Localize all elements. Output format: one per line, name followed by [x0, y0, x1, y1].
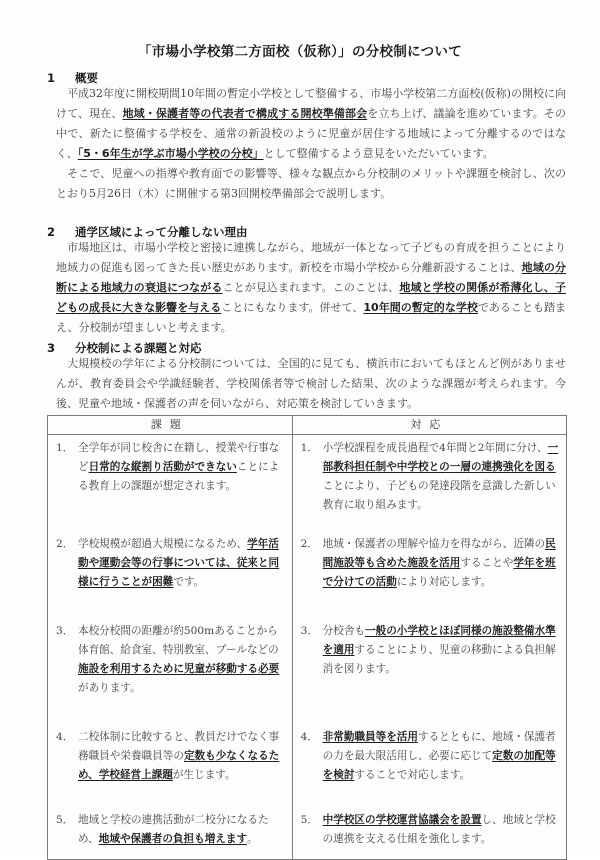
- item-number: 5．: [56, 814, 74, 826]
- body-text: 分校舎も: [322, 625, 366, 637]
- response-cell: [292, 523, 566, 610]
- item-text: [78, 728, 286, 785]
- body-text: を立ち上げ、議論を進めています。その中で、新たに整備する学校を、通常の新設校のように児童が居住する地域によって分離するのではなく、: [56, 107, 567, 160]
- emphasized-text: 一般の小学校とほぼ同様の施設整備水準を適用: [322, 625, 556, 656]
- emphasized-text: 地域の分断による地域力の衰退につながる: [56, 261, 566, 294]
- issue-cell: [48, 610, 293, 716]
- item-number: 3．: [300, 625, 318, 637]
- body-text: することにより、児童の移動による負担解消を図ります。: [322, 644, 556, 675]
- body-text: することや: [460, 557, 514, 569]
- emphasized-text: 施設を利用するために児童が移動する必要: [78, 663, 280, 675]
- section-3-paragraph: [56, 354, 566, 414]
- item-number: 4．: [56, 731, 74, 743]
- body-text: し、地域と学校の連携を支える仕組を強化します。: [322, 814, 556, 845]
- section-1-paragraph-1: [56, 84, 566, 164]
- item-text: [323, 811, 560, 849]
- document-title: 「市場小学校第二方面校（仮称）」の分校制について: [137, 44, 463, 60]
- body-text: するとともに、地域・保護者の力を最大限活用し、必要に応じて: [322, 731, 556, 762]
- emphasized-text: 地域と学校の関係が希薄化し、子どもの成長に大きな影響を与える: [56, 281, 567, 314]
- body-text: 市場地区は、市場小学校と密接に連携しながら、地域が一体となって子どもの育成を担うことにより地域力の促進も図ってきた長い歴史があります。新校を市場小学校から分離新設することは、: [56, 241, 566, 274]
- table-header-row: [48, 416, 567, 435]
- section-title: 通学区域によって分離しない理由: [75, 225, 248, 239]
- emphasized-text: 定数も少なくなるため、学校経営上課題: [78, 750, 280, 781]
- body-text: 小学校課程を成長過程で4年間と2年間に分け、: [322, 442, 548, 454]
- emphasized-text: 学年を班で分けての活動: [322, 557, 556, 588]
- item-text: [78, 622, 286, 698]
- body-text: 学校規模が超過大規模になるため、: [78, 538, 248, 550]
- table-body: [48, 435, 567, 860]
- emphasized-text: 民間施設等も含めた施設を活用: [322, 538, 556, 569]
- table-row: [48, 799, 567, 860]
- body-text: することで対応します。: [354, 769, 471, 781]
- body-text: 。: [247, 833, 258, 845]
- emphasized-text: 「5・6年生が学ぶ市場小学校の分校」: [77, 147, 264, 160]
- body-text: があります。: [78, 682, 141, 694]
- emphasized-text: 定数の加配等を検討: [322, 750, 556, 781]
- body-text: ことにもなります。併せて、: [221, 301, 364, 314]
- body-text: 大規模校の学年による分校制については、全国的に見ても、横浜市においてもほとんど例がありませんが、教育委員会や学識経験者、学校関係者等で検討した結果、次のような課題が考えられます。今後、児童や地域・保護者の声を伺いながら、対応策を検討していきます。: [56, 357, 566, 410]
- body-text: 二校体制に比較すると、教員だけでなく事務職員や栄養職員等の: [78, 731, 280, 762]
- body-text: であることも踏まえ、分校制が望ましいと考えます。: [56, 301, 566, 334]
- item-text: [323, 439, 560, 515]
- issue-cell: [48, 435, 293, 524]
- response-cell: [292, 435, 566, 524]
- section-number: 2: [47, 225, 56, 239]
- body-text: ことによる教育上の課題が想定されます。: [78, 461, 280, 492]
- item-number: 1．: [56, 442, 74, 454]
- section-2-paragraph: [56, 238, 566, 338]
- response-cell: [292, 799, 566, 860]
- item-text: [78, 811, 286, 849]
- emphasized-text: 中学校区の学校運営協議会を設置: [322, 814, 482, 826]
- section-title: 分校制による課題と対応: [75, 341, 202, 355]
- response-cell: [292, 716, 566, 799]
- header-issues: 課題: [48, 416, 293, 435]
- body-text: 地域と学校の連携活動が二校分になるため、: [78, 814, 269, 845]
- body-text: ことが見込まれます。このことは、: [222, 281, 400, 294]
- item-text: [323, 535, 560, 592]
- section-title: 概要: [75, 71, 98, 85]
- table-row: [48, 716, 567, 799]
- item-number: 3．: [56, 625, 74, 637]
- body-text: ことにより、子どもの発達段階を意識した新しい教育に取り組みます。: [322, 480, 556, 511]
- emphasized-text: 10年間の暫定的な学校: [363, 301, 478, 314]
- item-number: 2．: [300, 538, 318, 550]
- section-number: 1: [47, 71, 56, 85]
- section-1-paragraph-2: [56, 164, 566, 204]
- emphasized-text: 地域・保護者等の代表者で構成する開校準備部会: [122, 107, 368, 120]
- item-text: [78, 439, 286, 496]
- issue-cell: [48, 716, 293, 799]
- issues-table: [47, 415, 567, 860]
- emphasized-text: 一部教科担任制や中学校との一層の連携強化を図る: [322, 442, 559, 473]
- table-row: [48, 610, 567, 716]
- body-text: により対応します。: [396, 576, 492, 588]
- body-text: として整備するよう意見をいただいています。: [263, 147, 494, 160]
- body-text: そこで、児童への指導や教育面での影響等、様々な観点から分校制のメリットや課題を検討し、次のとおり5月26日（木）に開催する第3回開校準備部会で説明します。: [56, 167, 566, 200]
- emphasized-text: 日常的な縦割り活動ができない: [88, 461, 237, 473]
- body-text: 本校分校間の距離が約500mあることから体育館、給食室、特別教室、プールなどの: [78, 625, 279, 656]
- response-cell: [292, 610, 566, 716]
- body-text: 全学年が同じ校舎に在籍し、授業や行事など: [78, 442, 280, 473]
- table-row: [48, 435, 567, 524]
- section-number: 3: [47, 341, 56, 355]
- item-number: 5．: [300, 814, 318, 826]
- body-text: 地域・保護者の理解や協力を得ながら、近隣の: [322, 538, 546, 550]
- issue-cell: [48, 523, 293, 610]
- item-number: 4．: [300, 731, 318, 743]
- item-text: [323, 622, 560, 679]
- header-responses: 対応: [292, 416, 566, 435]
- table-row: [48, 523, 567, 610]
- issue-cell: [48, 799, 293, 860]
- body-text: です。: [173, 576, 205, 588]
- emphasized-text: 非常勤職員等を活用: [322, 731, 418, 743]
- item-text: [78, 535, 286, 592]
- item-text: [323, 728, 560, 785]
- item-number: 1．: [300, 442, 318, 454]
- body-text: が生じます。: [172, 769, 236, 781]
- item-number: 2．: [56, 538, 74, 550]
- emphasized-text: 学年活動や運動会等の行事については、従来と同様に行うことが困難: [78, 538, 280, 588]
- emphasized-text: 地域や保護者の負担も増えます: [98, 833, 248, 845]
- body-text: 平成32年度に開校期間10年間の暫定小学校として整備する、市場小学校第二方面校(仮称)の開校に向けて、現在、: [56, 87, 566, 120]
